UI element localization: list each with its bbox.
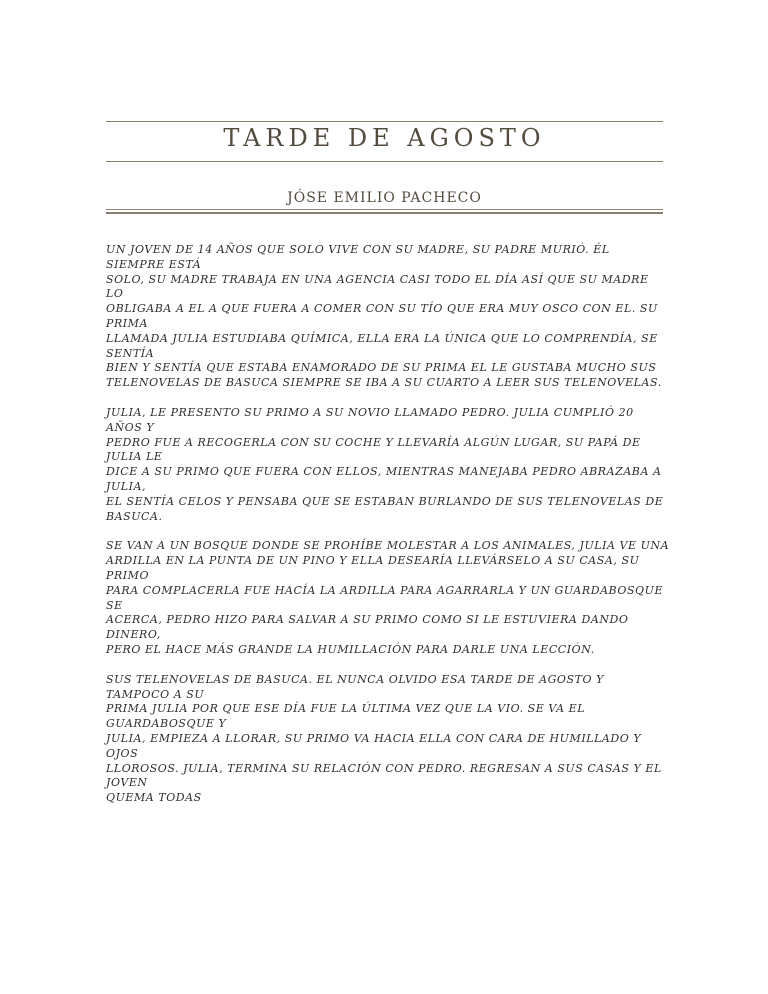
paragraph: JULIA, LE PRESENTO SU PRIMO A SU NOVIO LLAMADO PEDRO. JULIA CUMPLIÓ 20 AÑOS Y PEDRO FUE A RECOGERLA CON SU COCHE Y LLEVARÍA ALGÚN LUGAR, SU PAPÁ DE JULIA LE DICE A SU PRIMO QUE FUERA CON ELLOS, MIENTRAS MANEJABA PEDRO ABRAZABA A JULIA, EL SENTÍA CELOS Y PENSABA QUE SE ESTABAN BURLANDO DE SUS TELENOVELAS DE BASUCA. [106, 405, 664, 523]
author-name: JÓSE EMILIO PACHECO [287, 190, 482, 206]
paragraph: SUS TELENOVELAS DE BASUCA. EL NUNCA OLVIDO ESA TARDE DE AGOSTO Y TAMPOCO A SU PRIMA JULIA POR QUE ESE DÍA FUE LA ÚLTIMA VEZ QUE LA VIO. SE VA EL GUARDABOSQUE Y JULIA, EMPIEZA A LLORAR, SU PRIMO VA HACIA ELLA CON CARA DE HUMILLADO Y OJOS LLOROSOS. JULIA, TERMINA SU RELACIÓN CON PEDRO. REGRESAN A SUS CASAS Y EL JOVEN QUEMA TODAS [106, 672, 662, 805]
paragraph: SE VAN A UN BOSQUE DONDE SE PROHÍBE MOLESTAR A LOS ANIMALES, JULIA VE UNA ARDILLA EN LA PUNTA DE UN PINO Y ELLA DESEARÍA LLEVÁRSELO A SU CASA, SU PRIMO PARA COMPLACERLA FUE HACÍA LA ARDILLA PARA AGARRARLA Y UN GUARDABOSQUE SE ACERCA, PEDRO HIZO PARA SALVAR A SU PRIMO COMO SI LE ESTUVIERA DANDO DINERO, PERO EL HACE MÁS GRANDE LA HUMILLACIÓN PARA DARLE UNA LECCIÓN. [106, 539, 670, 656]
document-body [106, 243, 670, 821]
author-rule-lower [106, 212, 663, 214]
paragraph: UN JOVEN DE 14 AÑOS QUE SOLO VIVE CON SU MADRE, SU PADRE MURIÓ. ÉL SIEMPRE ESTÁ SOLO, SU MADRE TRABAJA EN UNA AGENCIA CASI TODO EL DÍA ASÍ QUE SU MADRE LO OBLIGABA A EL A QUE FUERA A COMER CON SU TÍO QUE ERA MUY OSCO CON EL. SU PRIMA LLAMADA JULIA ESTUDIABA QUÍMICA, ELLA ERA LA ÚNICA QUE LO COMPRENDÍA, SE SENTÍA BIEN Y SENTÍA QUE ESTABA ENAMORADO DE SU PRIMA EL LE GUSTABA MUCHO SUS TELENOVELAS DE BASUCA SIEMPRE SE IBA A SU CUARTO A LEER SUS TELENOVELAS. [106, 243, 662, 390]
author-rule-upper [106, 209, 663, 210]
title-bottom-rule [106, 161, 663, 162]
page-title: TARDE DE AGOSTO [223, 124, 546, 152]
